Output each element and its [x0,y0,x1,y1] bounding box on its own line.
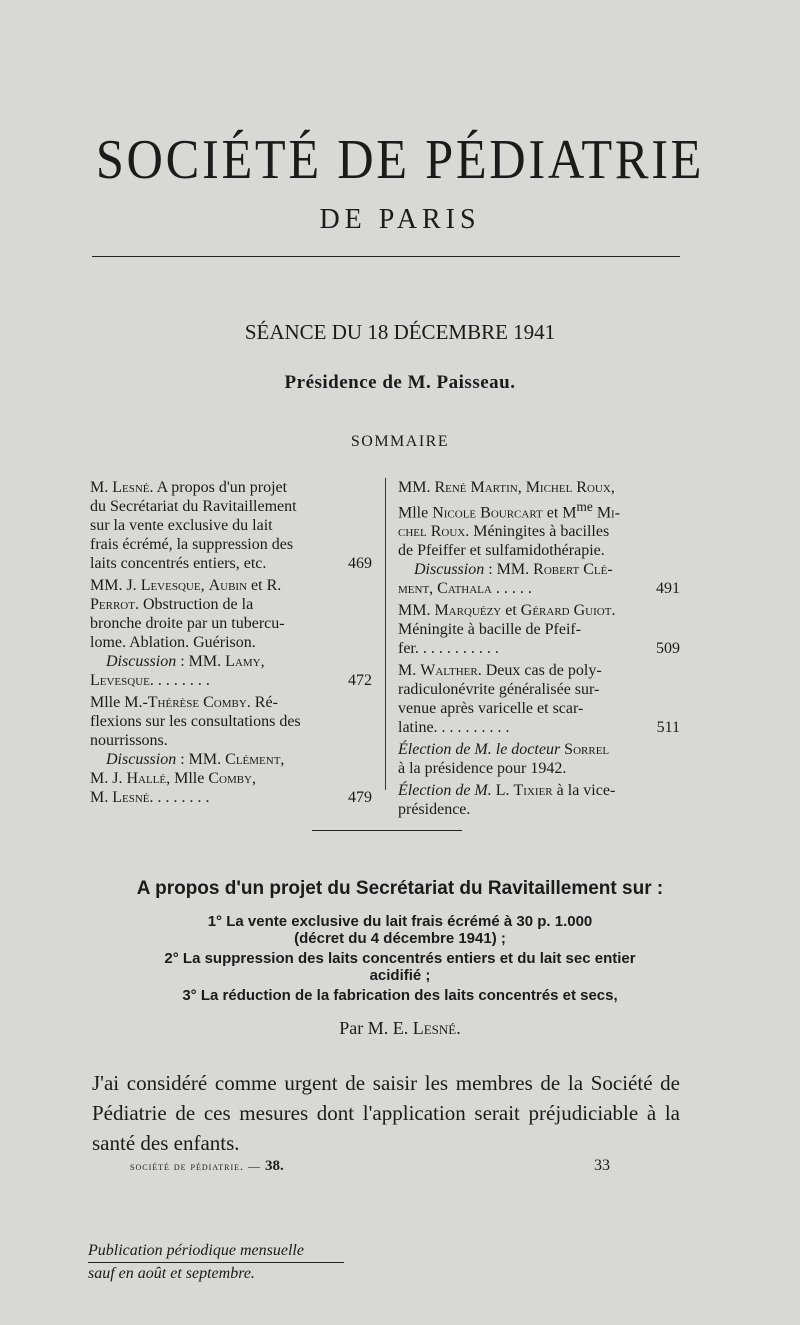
entry-text: MM. [398,602,435,620]
section-rule [312,830,462,831]
entry-text: . Deux cas de poly- [477,662,602,680]
author-name: Lesné [112,479,150,496]
entry-text: Mlle M.- [90,694,148,711]
article-item-2 [0,950,800,984]
author-name: Lesné [412,1018,457,1038]
entry-text: . A propos d'un projet [149,479,288,496]
author-name: Tixier [513,782,553,800]
entry-text: : MM. [176,653,226,670]
sommaire-right-column [398,478,680,822]
entry-text: MM. [398,479,435,496]
entry-text: . Méningites à bacilles [465,523,610,541]
leader-dots: . . . . . . . . [149,789,210,806]
seance-heading: SÉANCE DU 18 DÉCEMBRE 1941 [244,320,556,344]
author-name: Lamy [225,653,261,670]
author-name: Marquézy [434,602,502,620]
entry-text: Méningite à bacille de Pfeif- [398,621,582,639]
author-name: Mi- [596,504,621,522]
article-body: J'ai considéré comme urgent de saisir les membres de la Société de Pédiatrie de ces mesures dont l'application serait préjudiciable à la santé des enfants. [92,1071,680,1155]
publication-note [88,1240,344,1285]
entry-text: . [611,602,616,620]
author-name: René Martin [434,479,518,496]
sommaire-entry [90,478,372,573]
author-name: Clément [225,751,281,768]
column-divider [385,478,386,790]
page-number: 33 [594,1157,610,1174]
leader-dots: . . . . . [491,580,532,598]
author-name: Hallé [126,770,167,787]
entry-text: M. J. [90,770,127,787]
article-item-text: 1° La vente exclusive du lait frais écrémé à 30 p. 1.000 [207,913,593,930]
article-author [0,1018,800,1039]
entry-text: . Ré- [246,694,278,711]
entry-text: L. [491,782,514,800]
article-item-text: (décret du 4 décembre 1941) ; [294,930,506,947]
author-name: Lesné [112,789,150,806]
author-name: Perrot [90,596,135,613]
entry-text: M. [398,662,421,680]
header-rule [92,256,680,257]
article-item-3 [0,987,800,1004]
sommaire-entry [398,740,680,778]
footer-journal: société de pédiatrie. — [130,1159,265,1173]
entry-text: : MM. [484,561,534,579]
article-item-text: 2° La suppression des laits concentrés entiers et du lait sec entier [164,950,636,967]
entry-text: , [429,580,438,598]
publication-line: Publication périodique mensuelle [88,1242,304,1259]
entry-text: M. [90,789,113,806]
entry-text: : MM. [176,751,226,768]
leader-dots: . . . . . . . . . . [433,719,510,737]
entry-text: , [252,770,257,787]
entry-text: frais écrémé, la suppression des [90,536,294,553]
entry-text: lome. Ablation. Guérison. [90,634,256,651]
running-footer [130,1158,284,1175]
author-name: Sorrel [564,741,610,759]
entry-text: , [200,577,209,594]
entry-text: Mlle [398,504,433,522]
author-name: Gérard Guiot [520,602,612,620]
sommaire-entry [398,478,680,598]
presidence-heading: Présidence de M. Paisseau. [284,372,516,393]
entry-text: , [260,653,265,670]
author-name: chel Roux [398,523,466,541]
author-prefix: Par M. E. [339,1018,413,1038]
entry-text: fer [398,640,415,658]
author-name: Nicole Bourcart [432,504,543,522]
entry-text: venue après varicelle et scar- [398,700,584,718]
article-item-text: 3° La réduction de la fabrication des laits concentrés et secs, [182,987,618,1004]
entry-text: M. [90,479,113,496]
election-label: Élection de M. le docteur [398,741,561,759]
page-ref: 469 [348,555,372,572]
author-name: Thérèse Comby [147,694,247,711]
entry-text: et R. [247,577,282,594]
entry-text: à la vice- [552,782,616,800]
author-name: Aubin [208,577,248,594]
superscript: me [576,499,593,514]
entry-text: MM. J. [90,577,141,594]
sommaire-entry [398,661,680,737]
entry-text: de Pfeiffer et sulfamidothérapie. [398,542,605,560]
article-item-text: acidifié ; [369,967,431,984]
entry-text: du Secrétariat du Ravitaillement [90,498,297,515]
page-ref: 479 [348,789,372,806]
author-name: Levesque [140,577,201,594]
publication-line: sauf en août et septembre. [88,1265,255,1282]
sommaire-left-column [90,478,372,810]
entry-text: . Obstruction de la [134,596,254,613]
sommaire-entry [398,781,680,819]
page-ref: 491 [656,580,680,598]
page-ref: 511 [656,719,680,737]
entry-text: latine [398,719,434,737]
author-name: Comby [208,770,253,787]
entry-text: et [501,602,521,620]
sommaire-heading: SOMMAIRE [350,433,450,450]
author-name: ment [398,580,430,598]
entry-text: présidence. [398,801,471,819]
entry-text: , [610,479,615,496]
entry-text: bronche droite par un tubercu- [90,615,285,632]
footer-number: 38. [265,1158,284,1174]
entry-text: à la présidence pour 1942. [398,760,567,778]
entry-text: , [280,751,285,768]
page-ref: 509 [656,640,680,658]
author-name: Robert Clé- [533,561,613,579]
journal-title: SOCIÉTÉ DE PÉDIATRIE [95,129,705,191]
election-label: Élection de M. [398,782,492,800]
author-name: Walther [420,662,478,680]
entry-text: sur la vente exclusive du lait [90,517,273,534]
journal-subtitle: DE PARIS [319,204,481,235]
leader-dots: . . . . . . . . [149,672,210,689]
entry-text: laits concentrés entiers, etc. [90,555,267,572]
sommaire-entry [90,693,372,807]
page-ref: 472 [348,672,372,689]
author-name: Cathala [437,580,492,598]
discussion-label: Discussion [106,751,177,768]
leader-dots: . . . . . . . . . . . [414,640,499,658]
entry-text: , Mlle [166,770,209,787]
sommaire-entry [398,601,680,658]
author-name: Michel Roux [525,479,611,496]
discussion-label: Discussion [106,653,177,670]
entry-text: flexions sur les consultations des [90,713,301,730]
entry-text: et M [542,504,577,522]
article-item-1 [0,913,800,947]
author-name: Levesque [90,672,150,689]
author-end: . [456,1018,461,1038]
entry-text: , [517,479,526,496]
article-title: A propos d'un projet du Secrétariat du Ravitaillement sur : [136,878,664,899]
discussion-label: Discussion [414,561,485,579]
sommaire-entry [90,576,372,690]
entry-text: radiculonévrite généralisée sur- [398,681,600,699]
entry-text: nourrissons. [90,732,168,749]
